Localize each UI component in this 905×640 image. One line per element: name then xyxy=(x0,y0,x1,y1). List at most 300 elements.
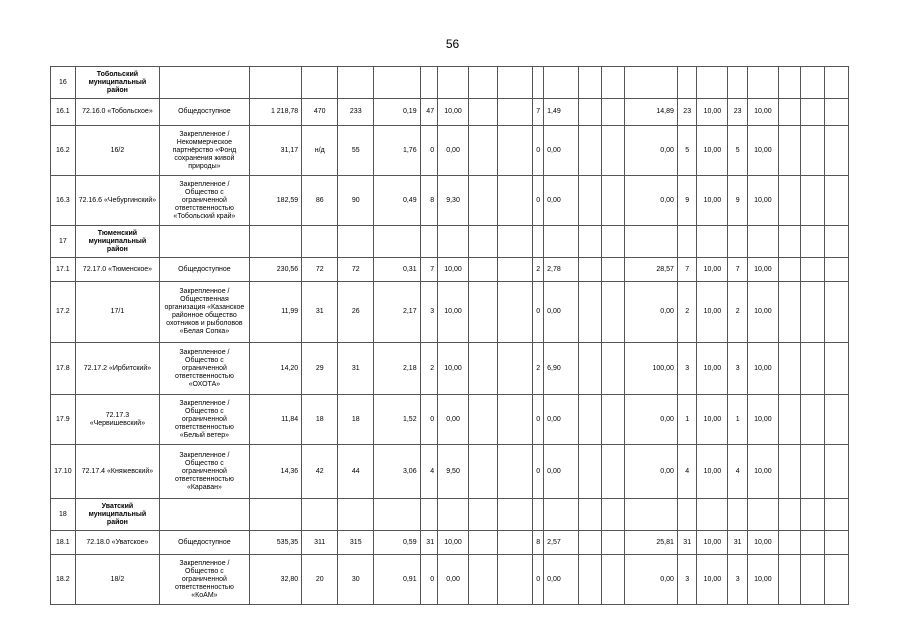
value-cell xyxy=(579,395,602,445)
value-cell: 2,17 xyxy=(374,282,420,343)
value-cell: 2 xyxy=(532,258,543,282)
ground-name-cell: 72.16.6 «Чебургинский» xyxy=(75,176,159,226)
table-row xyxy=(51,343,849,395)
value-cell: 10,00 xyxy=(747,282,778,343)
value-cell: 10,00 xyxy=(747,176,778,226)
value-cell: 18 xyxy=(338,395,374,445)
value-cell xyxy=(468,176,497,226)
value-cell: 10,00 xyxy=(697,126,728,176)
row-number-cell: 18.1 xyxy=(51,531,76,555)
value-cell: 0 xyxy=(420,395,438,445)
value-cell: 1,76 xyxy=(374,126,420,176)
value-cell xyxy=(579,555,602,605)
value-cell xyxy=(497,555,532,605)
value-cell xyxy=(728,226,748,258)
value-cell xyxy=(825,282,849,343)
value-cell: 535,35 xyxy=(249,531,302,555)
value-cell xyxy=(601,395,625,445)
value-cell xyxy=(778,343,801,395)
value-cell: 0,00 xyxy=(625,126,678,176)
value-cell: 4 xyxy=(420,445,438,499)
value-cell xyxy=(601,176,625,226)
value-cell xyxy=(728,499,748,531)
ground-name-cell: 18/2 xyxy=(75,555,159,605)
value-cell xyxy=(497,499,532,531)
value-cell xyxy=(532,499,543,531)
value-cell xyxy=(468,343,497,395)
value-cell xyxy=(601,126,625,176)
value-cell xyxy=(677,67,697,99)
value-cell: 0,00 xyxy=(544,555,579,605)
value-cell: 7 xyxy=(728,258,748,282)
value-cell xyxy=(468,555,497,605)
ground-name-cell: 72.17.0 «Тюменское» xyxy=(75,258,159,282)
ground-type-cell: Закрепленное / Общественная организация «Казанское районное общество охотников и рыболовов «Белая Сопка» xyxy=(160,282,250,343)
value-cell: 10,00 xyxy=(697,99,728,126)
value-cell: 4 xyxy=(677,445,697,499)
value-cell: 0,00 xyxy=(438,395,469,445)
value-cell: 1 xyxy=(728,395,748,445)
value-cell: 0,00 xyxy=(438,555,469,605)
value-cell xyxy=(697,67,728,99)
value-cell xyxy=(601,258,625,282)
row-number-cell: 18 xyxy=(51,499,76,531)
ground-name-cell: 72.18.0 «Уватское» xyxy=(75,531,159,555)
value-cell xyxy=(497,343,532,395)
value-cell xyxy=(468,226,497,258)
value-cell xyxy=(801,176,825,226)
value-cell: 3 xyxy=(728,555,748,605)
value-cell xyxy=(497,67,532,99)
value-cell: 233 xyxy=(338,99,374,126)
value-cell xyxy=(601,67,625,99)
value-cell: 0,00 xyxy=(625,176,678,226)
value-cell: 182,59 xyxy=(249,176,302,226)
value-cell xyxy=(801,343,825,395)
value-cell xyxy=(825,99,849,126)
value-cell xyxy=(468,499,497,531)
value-cell xyxy=(468,395,497,445)
value-cell: 0,00 xyxy=(544,176,579,226)
value-cell xyxy=(249,67,302,99)
value-cell xyxy=(532,67,543,99)
value-cell xyxy=(825,176,849,226)
value-cell: 311 xyxy=(302,531,338,555)
value-cell xyxy=(302,226,338,258)
value-cell xyxy=(468,445,497,499)
ground-type-cell: Общедоступное xyxy=(160,258,250,282)
value-cell xyxy=(579,258,602,282)
value-cell xyxy=(338,226,374,258)
ground-type-cell: Закрепленное / Общество с ограниченной ответственностью «Белый ветер» xyxy=(160,395,250,445)
value-cell: 10,00 xyxy=(747,126,778,176)
table-row xyxy=(51,499,849,531)
value-cell xyxy=(420,67,438,99)
value-cell: 0 xyxy=(532,176,543,226)
value-cell xyxy=(438,226,469,258)
value-cell: 0,00 xyxy=(544,126,579,176)
value-cell: 10,00 xyxy=(747,395,778,445)
value-cell xyxy=(579,531,602,555)
value-cell: 72 xyxy=(302,258,338,282)
value-cell: 14,36 xyxy=(249,445,302,499)
value-cell: 10,00 xyxy=(747,531,778,555)
value-cell: 2,57 xyxy=(544,531,579,555)
value-cell: 0,00 xyxy=(438,126,469,176)
value-cell: 55 xyxy=(338,126,374,176)
value-cell: 2,18 xyxy=(374,343,420,395)
value-cell xyxy=(497,226,532,258)
value-cell: 0 xyxy=(532,445,543,499)
value-cell xyxy=(579,226,602,258)
value-cell: 0,59 xyxy=(374,531,420,555)
row-number-cell: 17.2 xyxy=(51,282,76,343)
value-cell xyxy=(677,499,697,531)
value-cell xyxy=(728,67,748,99)
value-cell xyxy=(778,126,801,176)
value-cell xyxy=(468,258,497,282)
value-cell: 9,30 xyxy=(438,176,469,226)
value-cell xyxy=(801,499,825,531)
table-row xyxy=(51,395,849,445)
ground-type-cell: Закрепленное / Общество с ограниченной ответственностью «КоАМ» xyxy=(160,555,250,605)
value-cell: 2,78 xyxy=(544,258,579,282)
value-cell: 3 xyxy=(420,282,438,343)
value-cell xyxy=(825,445,849,499)
ground-name-cell: 72.17.3 «Червишевский» xyxy=(75,395,159,445)
value-cell: 0,91 xyxy=(374,555,420,605)
value-cell: 3 xyxy=(728,343,748,395)
value-cell xyxy=(601,499,625,531)
row-number-cell: 18.2 xyxy=(51,555,76,605)
value-cell xyxy=(747,226,778,258)
value-cell: 86 xyxy=(302,176,338,226)
value-cell xyxy=(778,499,801,531)
value-cell: н/д xyxy=(302,126,338,176)
value-cell: 28,57 xyxy=(625,258,678,282)
value-cell xyxy=(338,67,374,99)
value-cell: 0,49 xyxy=(374,176,420,226)
value-cell: 2 xyxy=(532,343,543,395)
row-number-cell: 16.3 xyxy=(51,176,76,226)
value-cell xyxy=(747,67,778,99)
value-cell: 10,00 xyxy=(747,258,778,282)
table-row xyxy=(51,226,849,258)
value-cell: 31 xyxy=(677,531,697,555)
value-cell: 8 xyxy=(420,176,438,226)
value-cell xyxy=(825,499,849,531)
value-cell: 14,89 xyxy=(625,99,678,126)
value-cell xyxy=(625,67,678,99)
value-cell xyxy=(601,555,625,605)
value-cell xyxy=(778,176,801,226)
value-cell xyxy=(579,282,602,343)
row-number-cell: 17.9 xyxy=(51,395,76,445)
ground-type-cell: Закрепленное / Общество с ограниченной ответственностью «Тобольский край» xyxy=(160,176,250,226)
value-cell xyxy=(497,445,532,499)
value-cell xyxy=(579,67,602,99)
value-cell xyxy=(825,555,849,605)
value-cell: 31 xyxy=(728,531,748,555)
value-cell: 10,00 xyxy=(438,531,469,555)
ground-name-cell: 72.17.4 «Княжевский» xyxy=(75,445,159,499)
value-cell: 10,00 xyxy=(697,531,728,555)
value-cell xyxy=(825,258,849,282)
value-cell xyxy=(420,499,438,531)
value-cell xyxy=(579,343,602,395)
value-cell xyxy=(579,176,602,226)
hunting-grounds-table xyxy=(50,66,849,605)
ground-type-cell: Общедоступное xyxy=(160,531,250,555)
value-cell: 0,00 xyxy=(544,395,579,445)
value-cell xyxy=(468,531,497,555)
value-cell: 0,00 xyxy=(625,555,678,605)
ground-name-cell: Тобольский муниципальный район xyxy=(75,67,159,99)
ground-name-cell: Тюменский муниципальный район xyxy=(75,226,159,258)
value-cell xyxy=(338,499,374,531)
value-cell: 1 218,78 xyxy=(249,99,302,126)
value-cell xyxy=(697,226,728,258)
value-cell xyxy=(825,126,849,176)
value-cell xyxy=(801,258,825,282)
value-cell xyxy=(302,67,338,99)
value-cell: 31 xyxy=(338,343,374,395)
ground-type-cell: Закрепленное / Общество с ограниченной ответственностью «ОХОТА» xyxy=(160,343,250,395)
value-cell xyxy=(497,126,532,176)
value-cell xyxy=(801,445,825,499)
value-cell xyxy=(801,99,825,126)
row-number-cell: 17.8 xyxy=(51,343,76,395)
value-cell: 10,00 xyxy=(438,282,469,343)
value-cell xyxy=(677,226,697,258)
value-cell: 0 xyxy=(532,282,543,343)
value-cell xyxy=(778,531,801,555)
value-cell: 10,00 xyxy=(697,555,728,605)
table-row xyxy=(51,282,849,343)
value-cell xyxy=(825,531,849,555)
value-cell: 10,00 xyxy=(697,176,728,226)
value-cell xyxy=(497,258,532,282)
value-cell xyxy=(497,176,532,226)
value-cell: 10,00 xyxy=(438,99,469,126)
table-row xyxy=(51,126,849,176)
table-row xyxy=(51,531,849,555)
value-cell xyxy=(825,226,849,258)
value-cell: 30 xyxy=(338,555,374,605)
value-cell: 23 xyxy=(677,99,697,126)
value-cell: 9,50 xyxy=(438,445,469,499)
table-row xyxy=(51,445,849,499)
row-number-cell: 16.2 xyxy=(51,126,76,176)
row-number-cell: 16 xyxy=(51,67,76,99)
value-cell xyxy=(778,395,801,445)
value-cell: 0 xyxy=(532,395,543,445)
value-cell: 470 xyxy=(302,99,338,126)
value-cell xyxy=(825,67,849,99)
value-cell: 18 xyxy=(302,395,338,445)
value-cell: 0 xyxy=(532,555,543,605)
ground-name-cell: Уватский муниципальный район xyxy=(75,499,159,531)
row-number-cell: 17 xyxy=(51,226,76,258)
value-cell xyxy=(601,445,625,499)
value-cell: 23 xyxy=(728,99,748,126)
value-cell: 26 xyxy=(338,282,374,343)
value-cell: 3,06 xyxy=(374,445,420,499)
ground-name-cell: 72.17.2 «Ирбитский» xyxy=(75,343,159,395)
value-cell: 230,56 xyxy=(249,258,302,282)
value-cell: 29 xyxy=(302,343,338,395)
value-cell: 42 xyxy=(302,445,338,499)
row-number-cell: 16.1 xyxy=(51,99,76,126)
value-cell: 44 xyxy=(338,445,374,499)
value-cell xyxy=(579,126,602,176)
value-cell xyxy=(468,126,497,176)
value-cell: 10,00 xyxy=(697,445,728,499)
value-cell xyxy=(468,67,497,99)
value-cell: 0,00 xyxy=(625,445,678,499)
value-cell: 2 xyxy=(728,282,748,343)
value-cell: 31,17 xyxy=(249,126,302,176)
value-cell: 10,00 xyxy=(697,395,728,445)
value-cell: 0,00 xyxy=(625,282,678,343)
value-cell: 47 xyxy=(420,99,438,126)
value-cell: 7 xyxy=(420,258,438,282)
value-cell: 9 xyxy=(728,176,748,226)
ground-name-cell: 17/1 xyxy=(75,282,159,343)
value-cell xyxy=(544,226,579,258)
value-cell: 0 xyxy=(420,555,438,605)
value-cell: 31 xyxy=(420,531,438,555)
table-row xyxy=(51,176,849,226)
value-cell xyxy=(438,499,469,531)
value-cell: 3 xyxy=(677,555,697,605)
value-cell: 0 xyxy=(532,126,543,176)
value-cell xyxy=(374,67,420,99)
value-cell: 2 xyxy=(677,282,697,343)
value-cell xyxy=(249,226,302,258)
value-cell xyxy=(497,282,532,343)
ground-name-cell: 72.16.0 «Тобольское» xyxy=(75,99,159,126)
value-cell: 20 xyxy=(302,555,338,605)
row-number-cell: 17.1 xyxy=(51,258,76,282)
value-cell: 2 xyxy=(420,343,438,395)
value-cell: 11,84 xyxy=(249,395,302,445)
value-cell: 72 xyxy=(338,258,374,282)
value-cell xyxy=(825,343,849,395)
value-cell xyxy=(601,343,625,395)
value-cell: 7 xyxy=(677,258,697,282)
value-cell xyxy=(374,499,420,531)
value-cell: 3 xyxy=(677,343,697,395)
value-cell xyxy=(801,67,825,99)
value-cell xyxy=(579,499,602,531)
value-cell xyxy=(778,99,801,126)
value-cell: 31 xyxy=(302,282,338,343)
table-body xyxy=(51,67,849,605)
value-cell: 7 xyxy=(532,99,543,126)
value-cell xyxy=(601,226,625,258)
value-cell: 1,49 xyxy=(544,99,579,126)
value-cell: 1,52 xyxy=(374,395,420,445)
value-cell xyxy=(825,395,849,445)
value-cell: 10,00 xyxy=(697,282,728,343)
value-cell xyxy=(801,395,825,445)
value-cell: 5 xyxy=(677,126,697,176)
value-cell xyxy=(801,531,825,555)
value-cell xyxy=(497,99,532,126)
table-row xyxy=(51,67,849,99)
value-cell: 10,00 xyxy=(747,555,778,605)
value-cell: 10,00 xyxy=(747,99,778,126)
ground-type-cell xyxy=(160,67,250,99)
value-cell: 0,00 xyxy=(544,445,579,499)
table-row xyxy=(51,555,849,605)
value-cell: 10,00 xyxy=(438,258,469,282)
value-cell xyxy=(801,282,825,343)
value-cell xyxy=(420,226,438,258)
value-cell xyxy=(302,499,338,531)
value-cell: 32,80 xyxy=(249,555,302,605)
value-cell: 8 xyxy=(532,531,543,555)
value-cell: 10,00 xyxy=(697,258,728,282)
value-cell: 25,81 xyxy=(625,531,678,555)
value-cell xyxy=(778,67,801,99)
value-cell xyxy=(778,226,801,258)
value-cell xyxy=(778,258,801,282)
value-cell: 100,00 xyxy=(625,343,678,395)
value-cell: 0,31 xyxy=(374,258,420,282)
value-cell: 10,00 xyxy=(747,445,778,499)
value-cell: 0 xyxy=(420,126,438,176)
value-cell xyxy=(625,499,678,531)
value-cell: 90 xyxy=(338,176,374,226)
value-cell xyxy=(579,445,602,499)
value-cell xyxy=(747,499,778,531)
value-cell xyxy=(374,226,420,258)
value-cell: 14,20 xyxy=(249,343,302,395)
value-cell xyxy=(801,126,825,176)
value-cell: 0,00 xyxy=(544,282,579,343)
value-cell: 10,00 xyxy=(697,343,728,395)
value-cell: 10,00 xyxy=(438,343,469,395)
value-cell xyxy=(625,226,678,258)
value-cell xyxy=(778,282,801,343)
value-cell xyxy=(579,99,602,126)
value-cell xyxy=(778,555,801,605)
value-cell xyxy=(544,499,579,531)
value-cell xyxy=(249,499,302,531)
value-cell: 1 xyxy=(677,395,697,445)
row-number-cell: 17.10 xyxy=(51,445,76,499)
value-cell xyxy=(497,531,532,555)
value-cell xyxy=(544,67,579,99)
value-cell: 10,00 xyxy=(747,343,778,395)
value-cell xyxy=(601,531,625,555)
ground-type-cell: Закрепленное / Общество с ограниченной ответственностью «Караван» xyxy=(160,445,250,499)
value-cell xyxy=(468,99,497,126)
value-cell xyxy=(532,226,543,258)
value-cell xyxy=(801,226,825,258)
value-cell: 0,00 xyxy=(625,395,678,445)
value-cell: 315 xyxy=(338,531,374,555)
value-cell xyxy=(601,99,625,126)
value-cell xyxy=(497,395,532,445)
table-row xyxy=(51,99,849,126)
value-cell: 5 xyxy=(728,126,748,176)
table-row xyxy=(51,258,849,282)
value-cell xyxy=(601,282,625,343)
value-cell xyxy=(697,499,728,531)
